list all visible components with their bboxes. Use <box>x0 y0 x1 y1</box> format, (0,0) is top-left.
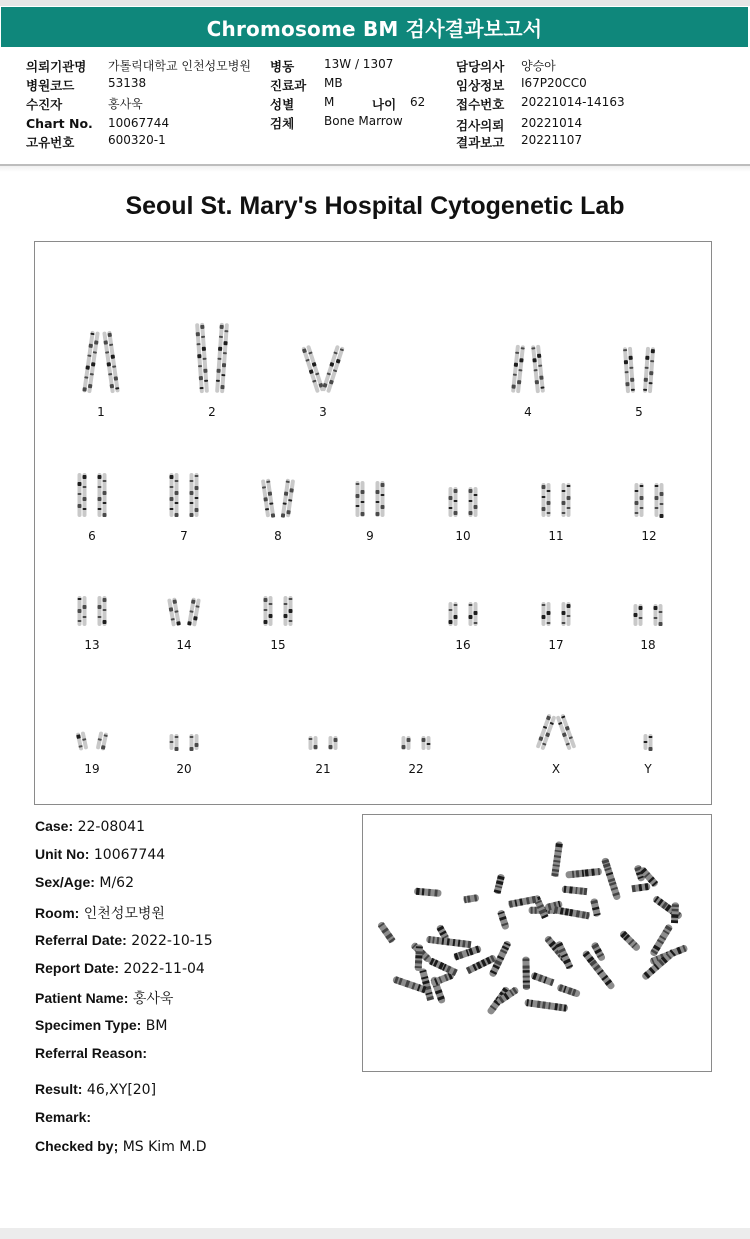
chromosome-label-1: 1 <box>97 405 105 419</box>
chromosome-7-copy-1 <box>170 473 179 517</box>
checked-by-line <box>35 1138 207 1155</box>
metaphase-chromosome <box>590 898 601 917</box>
chromosome-label-20: 20 <box>176 762 192 776</box>
metaphase-chromosome <box>426 936 471 948</box>
metaphase-chromosome <box>524 999 568 1012</box>
chromosome-1-copy-2 <box>102 331 120 394</box>
chromosome-label-Y: Y <box>644 762 652 776</box>
header-label-receipt-no: 접수번호 <box>456 97 505 112</box>
chromosome-label-9: 9 <box>366 529 374 543</box>
chromosome-label-18: 18 <box>640 638 656 652</box>
metaphase-chromosome <box>619 930 642 953</box>
chromosome-15-copy-1 <box>264 596 273 626</box>
chromosome-17-copy-1 <box>542 602 551 626</box>
chromosome-label-12: 12 <box>641 529 657 543</box>
chromosome-22-copy-2 <box>422 736 431 750</box>
metaphase-chromosome <box>463 894 479 903</box>
header-label-physician: 담당의사 <box>456 59 505 74</box>
chromosome-4-copy-2 <box>531 345 545 394</box>
chromosome-9-copy-2 <box>376 481 385 517</box>
chromosome-18-copy-1 <box>634 604 643 626</box>
chromosome-6-copy-1 <box>78 473 87 517</box>
case-value: 22-08041 <box>77 819 145 835</box>
chromosome-13-copy-2 <box>98 596 107 626</box>
header-value-specimen: Bone Marrow <box>324 114 403 128</box>
chromosome-10-copy-1 <box>449 487 458 517</box>
chromosome-label-21: 21 <box>315 762 331 776</box>
chromosome-20-copy-2 <box>190 734 199 751</box>
referral-date-value: 2022-10-15 <box>131 933 213 949</box>
header-label-age: 나이 <box>372 97 397 112</box>
metaphase-chromosome <box>641 948 677 981</box>
chromosome-13-copy-1 <box>78 596 87 626</box>
sex-age-line <box>35 874 134 891</box>
sex-age-value: M/62 <box>99 875 134 891</box>
chromosome-19-copy-2 <box>96 731 109 750</box>
chromosome-8-copy-1 <box>261 479 275 519</box>
metaphase-chromosome <box>552 906 591 919</box>
metaphase-chromosome <box>671 902 679 923</box>
room-label: Room: <box>35 905 80 921</box>
header-value-chart-no: 10067744 <box>108 116 170 130</box>
metaphase-chromosome <box>551 841 563 877</box>
header-value-test-request: 20221014 <box>521 116 583 130</box>
chromosome-21-copy-1 <box>309 736 318 750</box>
chromosome-11-copy-1 <box>542 483 551 517</box>
chromosome-label-X: X <box>551 762 561 776</box>
metaphase-chromosome <box>428 957 458 976</box>
unit-no-label: Unit No: <box>35 846 90 862</box>
header-label-test-request: 검사의뢰 <box>456 118 505 133</box>
chromosome-22-copy-1 <box>402 736 411 750</box>
specimen-type-line <box>35 1017 167 1034</box>
metaphase-chromosome <box>631 883 650 892</box>
case-line <box>35 818 145 835</box>
header-label-result-report: 결과보고 <box>456 135 505 150</box>
chromosome-6-copy-2 <box>98 473 107 517</box>
remark-line <box>35 1109 91 1126</box>
unit-no-line <box>35 846 165 863</box>
header-shadow <box>0 166 750 172</box>
chromosome-label-17: 17 <box>548 638 564 652</box>
chromosome-label-6: 6 <box>88 529 96 543</box>
header-value-age: 62 <box>410 95 426 109</box>
header-value-patient: 홍사욱 <box>108 97 143 111</box>
header-value-clinical-info: I67P20CC0 <box>521 76 587 90</box>
header-value-department: MB <box>324 76 343 90</box>
metaphase-chromosome <box>508 895 538 908</box>
chromosome-X-copy-2 <box>556 714 577 751</box>
header-value-result-report: 20221107 <box>521 133 583 147</box>
header-value-ward: 13W / 1307 <box>324 57 394 71</box>
chromosome-label-8: 8 <box>274 529 282 543</box>
metaphase-chromosome <box>530 972 554 987</box>
header-label-requesting-institution: 의뢰기관명 <box>26 59 87 74</box>
report-title: Chromosome BM 검사결과보고서 <box>1 7 748 47</box>
top-edge <box>0 0 750 6</box>
chromosome-9-copy-1 <box>356 481 365 517</box>
patient-name-label: Patient Name: <box>35 990 129 1006</box>
metaphase-chromosome <box>415 944 423 971</box>
header-label-chart-no: Chart No. <box>26 116 93 131</box>
chromosome-11-copy-2 <box>562 483 571 517</box>
metaphase-chromosome <box>497 909 510 930</box>
header-label-specimen: 검체 <box>270 116 295 131</box>
metaphase-chromosome <box>601 857 621 901</box>
header-value-hospital-code: 53138 <box>108 76 147 90</box>
sex-age-label: Sex/Age: <box>35 874 95 890</box>
header-label-clinical-info: 임상정보 <box>456 78 505 93</box>
specimen-type-value: BM <box>145 1018 168 1034</box>
header-value-physician: 양승아 <box>521 59 556 73</box>
chromosome-8-copy-2 <box>281 479 295 519</box>
chromosome-5-copy-2 <box>643 347 655 394</box>
chromosome-16-copy-1 <box>449 602 458 626</box>
chromosome-label-19: 19 <box>84 762 100 776</box>
chromosome-label-13: 13 <box>84 638 100 652</box>
referral-reason-line <box>35 1045 147 1062</box>
referral-reason-label: Referral Reason: <box>35 1045 148 1061</box>
chromosome-Y-copy-1 <box>644 734 653 751</box>
metaphase-chromosome <box>556 984 580 998</box>
metaphase-chromosome <box>377 921 396 944</box>
chromosome-3-copy-1 <box>301 345 324 393</box>
result-value: 46,XY[20] <box>86 1082 157 1098</box>
room-value: 인천성모병원 <box>83 906 165 922</box>
chromosome-label-22: 22 <box>408 762 424 776</box>
chromosome-label-4: 4 <box>524 405 532 419</box>
specimen-type-label: Specimen Type: <box>35 1017 142 1033</box>
metaphase-chromosome <box>493 873 505 894</box>
chromosome-label-7: 7 <box>180 529 188 543</box>
header-label-department: 진료과 <box>270 78 307 93</box>
karyotype-chromosomes <box>35 242 711 804</box>
report-date-label: Report Date: <box>35 960 120 976</box>
metaphase-chromosomes <box>363 815 711 1071</box>
patient-name-value: 홍사욱 <box>132 991 174 1007</box>
checked-by-label: Checked by; <box>35 1138 119 1154</box>
chromosome-21-copy-2 <box>329 736 338 750</box>
header-value-requesting-institution: 가톨릭대학교 인천성모병원 <box>108 59 251 73</box>
chromosome-label-10: 10 <box>455 529 471 543</box>
chromosome-14-copy-1 <box>167 597 181 626</box>
header-label-patient: 수진자 <box>26 97 63 112</box>
karyotype-image <box>34 241 712 805</box>
chromosome-label-5: 5 <box>635 405 643 419</box>
header-value-sex: M <box>324 95 335 109</box>
chromosome-3-copy-2 <box>321 345 344 393</box>
chromosome-label-3: 3 <box>319 405 327 419</box>
chromosome-19-copy-1 <box>76 731 89 750</box>
patient-name-line <box>35 988 173 1008</box>
unit-no-value: 10067744 <box>93 847 166 863</box>
chromosome-12-copy-1 <box>635 483 644 517</box>
chromosome-label-16: 16 <box>455 638 471 652</box>
metaphase-chromosome <box>562 886 588 896</box>
remark-label: Remark: <box>35 1109 92 1125</box>
chromosome-14-copy-2 <box>187 597 201 626</box>
bottom-edge <box>0 1228 750 1239</box>
header-value-unique-no: 600320-1 <box>108 133 166 147</box>
chromosome-X-copy-1 <box>536 714 557 751</box>
result-line <box>35 1081 156 1098</box>
chromosome-2-copy-1 <box>195 323 209 393</box>
header-label-unique-no: 고유번호 <box>26 135 75 150</box>
chromosome-5-copy-1 <box>623 347 635 394</box>
chromosome-15-copy-2 <box>284 596 293 626</box>
chromosome-label-11: 11 <box>548 529 564 543</box>
case-label: Case: <box>35 818 74 834</box>
chromosome-20-copy-1 <box>170 734 179 751</box>
metaphase-chromosome <box>414 888 442 897</box>
chromosome-12-copy-2 <box>655 483 664 518</box>
header-label-hospital-code: 병원코드 <box>26 78 75 93</box>
chromosome-17-copy-2 <box>562 602 571 626</box>
header-label-ward: 병동 <box>270 59 295 74</box>
chromosome-10-copy-2 <box>469 487 478 517</box>
report-date-line <box>35 960 205 977</box>
chromosome-7-copy-2 <box>190 473 199 517</box>
referral-date-label: Referral Date: <box>35 932 127 948</box>
header-value-receipt-no: 20221014-14163 <box>521 95 625 109</box>
header-label-sex: 성별 <box>270 97 295 112</box>
chromosome-18-copy-2 <box>654 604 663 626</box>
chromosome-label-15: 15 <box>270 638 286 652</box>
chromosome-16-copy-2 <box>469 602 478 626</box>
report-date-value: 2022-11-04 <box>123 961 205 977</box>
checked-by-value: MS Kim M.D <box>122 1139 207 1155</box>
metaphase-chromosome <box>522 957 530 991</box>
referral-date-line <box>35 932 213 949</box>
chromosome-label-14: 14 <box>176 638 192 652</box>
chromosome-2-copy-2 <box>215 323 229 393</box>
metaphase-image <box>362 814 712 1072</box>
result-label: Result: <box>35 1081 83 1097</box>
chromosome-1-copy-1 <box>82 331 100 394</box>
chromosome-4-copy-1 <box>511 345 525 394</box>
lab-title: Seoul St. Mary's Hospital Cytogenetic Lab <box>125 192 625 220</box>
room-line <box>35 903 165 923</box>
metaphase-chromosome <box>565 868 602 879</box>
chromosome-label-2: 2 <box>208 405 216 419</box>
